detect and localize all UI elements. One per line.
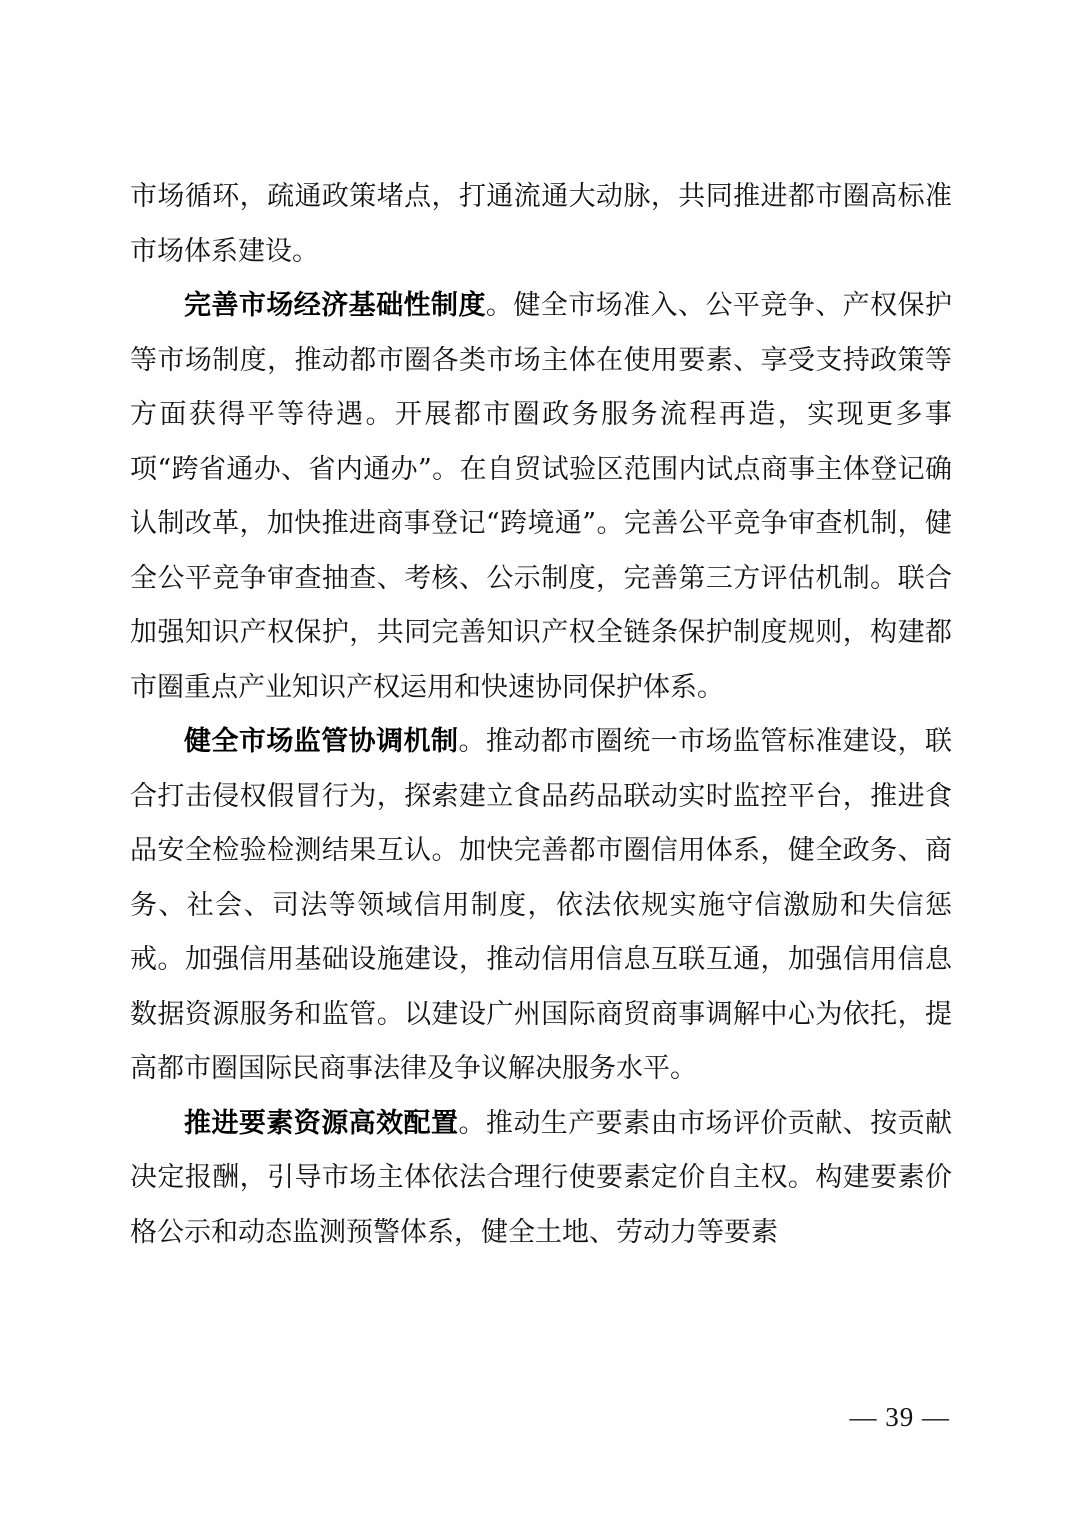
paragraph-text: 。推动都市圈统一市场监管标准建设，联合打击侵权假冒行为，探索建立食品药品联动实时监控平台，推进食品安全检验检测结果互认。加快完善都市圈信用体系，健全政务、商务、社会、司法等领域信用制度，依法依规实施守信激励和失信惩戒。加强信用基础设施建设，推动信用信息互联互通，加强信用信息数据资源服务和监管。以建设广州国际商贸商事调解中心为依托，提高都市圈国际民商事法律及争议解决服务水平。 bbox=[130, 726, 953, 1084]
paragraph-heading: 完善市场经济基础性制度 bbox=[184, 290, 486, 321]
paragraph-market-basic-system bbox=[130, 279, 952, 715]
page-number: — 39 — bbox=[849, 1402, 950, 1432]
paragraph-heading: 健全市场监管协调机制 bbox=[184, 726, 459, 757]
paragraph-text: 市场循环，疏通政策堵点，打通流通大动脉，共同推进都市圈高标准市场体系建设。 bbox=[130, 181, 952, 267]
paragraph-continuation bbox=[130, 170, 952, 279]
paragraph-text: 。健全市场准入、公平竞争、产权保护等市场制度，推动都市圈各类市场主体在使用要素、享受支持政策等方面获得平等待遇。开展都市圈政务服务流程再造，实现更多事项“跨省通办、省内通办”。在自贸试验区范围内试点商事主体登记确认制改革，加快推进商事登记“跨境通”。完善公平竞争审查机制，健全公平竞争审查抽查、考核、公示制度，完善第三方评估机制。联合加强知识产权保护，共同完善知识产权全链条保护制度规则，构建都市圈重点产业知识产权运用和快速协同保护体系。 bbox=[130, 290, 953, 703]
body-text bbox=[130, 170, 952, 1260]
paragraph-factor-allocation bbox=[130, 1097, 952, 1261]
paragraph-market-supervision bbox=[130, 715, 952, 1097]
paragraph-text: 。推动生产要素由市场评价贡献、按贡献决定报酬，引导市场主体依法合理行使要素定价自主权。构建要素价格公示和动态监测预警体系，健全土地、劳动力等要素 bbox=[130, 1107, 953, 1248]
paragraph-heading: 推进要素资源高效配置 bbox=[184, 1107, 459, 1139]
